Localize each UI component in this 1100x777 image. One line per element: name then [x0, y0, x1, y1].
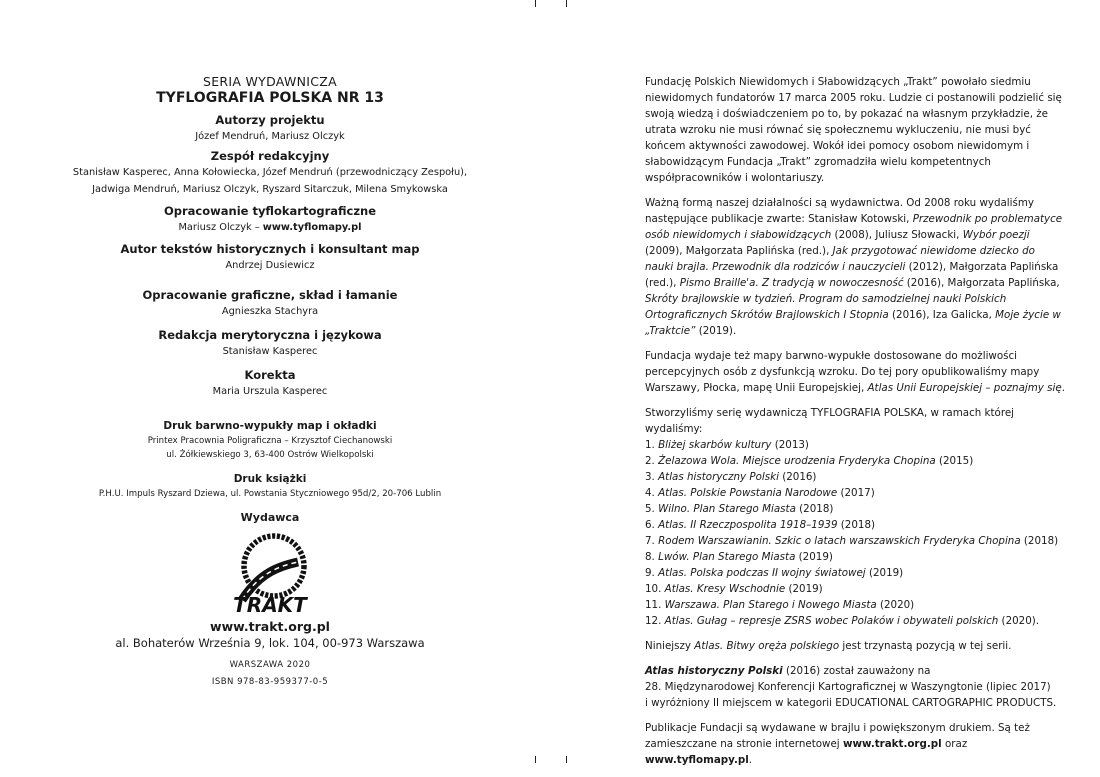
list-title: Atlas. Kresy Wschodnie — [664, 583, 786, 595]
text-run: (2016), Małgorzata Paplińska, — [903, 277, 1060, 289]
list-number: 11. — [645, 599, 665, 611]
text-run: (2009), Małgorzata Paplińska (red.), — [645, 245, 833, 257]
crop-mark — [535, 756, 536, 763]
series-list-item — [645, 517, 1065, 533]
series-label: SERIA WYDAWNICZA — [202, 74, 338, 89]
list-number: 3. — [645, 471, 659, 483]
authors-names: Józef Mendruń, Mariusz Olczyk — [195, 131, 345, 142]
graphic-heading: Opracowanie graficzne, skład i łamanie — [142, 288, 398, 302]
list-year: (2019) — [865, 567, 904, 579]
italic-title: Przewodnik po problematyce osób niewidomych i słabowidzących — [645, 213, 1063, 241]
print-maps-heading: Druk barwno-wypukły map i okładki — [163, 420, 377, 432]
list-year: (2017) — [837, 487, 875, 499]
italic-title: Jak przygotować niewidome dziecko do nauki brajla. Przewodnik dla rodziców i nauczycieli — [645, 245, 1035, 273]
typhlo-url[interactable]: www.tyflomapy.pl — [262, 222, 362, 233]
city-year: WARSZAWA 2020 — [229, 660, 311, 670]
text-run: Ważną formą naszej działalności są wydawnictwa. Od 2008 roku wydaliśmy następujące publikacje zwarte: Stanisław Kotowski, — [645, 197, 1035, 225]
trakt-logo — [220, 532, 320, 616]
crop-mark — [566, 756, 567, 763]
graphic-name: Agnieszka Stachyra — [221, 306, 319, 317]
right-page — [645, 74, 1065, 777]
series-name: TYFLOGRAFIA POLSKA — [810, 407, 924, 419]
award-paragraph: Atlas historyczny Polski (2016) został zauważony na 28. Międzynarodowej Konferencji Kartograficznej w Waszyngtonie (lipiec 2017) i wyróżniony II miejscem w kategorii EDUCATIONAL CARTOGRAPHIC PRODUCTS. — [645, 665, 1057, 709]
publications-paragraph — [645, 195, 1065, 339]
text-run: (2019). — [695, 325, 737, 337]
publisher-website[interactable]: www.trakt.org.pl — [210, 619, 330, 634]
proofreading-heading: Korekta — [244, 368, 296, 382]
list-title: Atlas. Gułag – represje ZSRS wobec Polaków i obywateli polskich — [664, 615, 999, 627]
publications-info-paragraph: Publikacje Fundacji są wydawane w brajlu i powiększonym drukiem. Są też zamieszczane na stronie internetowej www.trakt.org.pl oraz www.tyflomapy.pl. — [645, 722, 1030, 766]
print-book-line: P.H.U. Impuls Ryszard Dziewa, ul. Powstania Styczniowego 95d/2, 20-706 Lublin — [98, 489, 442, 499]
maps-paragraph — [645, 348, 1065, 396]
list-year: (2020) — [876, 599, 915, 611]
list-number: 12. — [645, 615, 665, 627]
crop-mark — [566, 0, 567, 7]
italic-title: Skróty brajlowskie w tydzień. Program do samodzielnej nauki Polskich Ortograficznych Skrótów Brajlowskich I Stopnia — [645, 293, 1007, 321]
list-title: Atlas. Polska podczas II wojny światowej — [658, 567, 866, 579]
text-run: (2008), Juliusz Słowacki, — [831, 229, 963, 241]
series-list-item — [645, 549, 1065, 565]
trakt-link[interactable]: www.trakt.org.pl — [842, 738, 942, 750]
content-editing-name: Stanisław Kasperec — [222, 346, 318, 357]
list-number: 2. — [645, 455, 659, 467]
series-list-item — [645, 501, 1065, 517]
list-year: (2015) — [935, 455, 974, 467]
italic-title: Pismo Braille'a. Z tradycją w nowoczesność — [679, 277, 904, 289]
list-number: 9. — [645, 567, 659, 579]
history-name: Andrzej Dusiewicz — [225, 260, 315, 271]
list-number: 4. — [645, 487, 659, 499]
list-number: 6. — [645, 519, 659, 531]
foundation-intro-paragraph: Fundację Polskich Niewidomych i Słabowidzących „Trakt” powołało siedmiu niewidomych fundatorów 17 marca 2005 roku. Ludzie ci postanowili podzielić się swoją wiedzą i doświadczeniem po to, by pokazać na własnym przykładzie, że utrata wzroku nie musi równać się społecznemu wykluczeniu, nie musi być końcem aktywności zawodowej. Wokół idei pomocy osobom niewidomym i słabowidzącym Fundacja „Trakt” zgromadziła wielu kompetentnych współpracowników i wolontariuszy. — [645, 76, 1062, 184]
list-year: (2013) — [771, 439, 809, 451]
list-title: Żelazowa Wola. Miejsce urodzenia Fryderyka Chopina — [658, 455, 936, 467]
print-maps-line: Printex Pracownia Poligraficzna – Krzysztof Ciechanowski — [147, 436, 393, 446]
editorial-line: Stanisław Kasperec, Anna Kołowiecka, Józef Mendruń (przewodniczący Zespołu), — [72, 167, 468, 178]
list-year: (2016) — [778, 471, 817, 483]
list-title: Rodem Warszawianin. Szkic o latach warszawskich Fryderyka Chopina — [658, 535, 1021, 547]
typhlo-heading: Opracowanie tyflokartograficzne — [163, 204, 377, 218]
logo-wordmark: TRAKT — [233, 593, 307, 616]
series-list-item — [645, 597, 1065, 613]
list-year: (2018) — [837, 519, 876, 531]
series-list-item — [645, 469, 1065, 485]
typhlo-name: Mariusz Olczyk – — [178, 222, 263, 233]
publisher-address: al. Bohaterów Września 9, lok. 104, 00-973 Warszawa — [115, 636, 425, 650]
list-number: 10. — [645, 583, 665, 595]
italic-title: Wybór poezji — [962, 229, 1030, 241]
authors-heading: Autorzy projektu — [215, 113, 325, 127]
list-year: (2018) — [1020, 535, 1059, 547]
text-run: (2012), Małgorzata Paplińska (red.), — [645, 261, 1059, 289]
list-title: Warszawa. Plan Starego i Nowego Miasta — [664, 599, 877, 611]
list-year: (2020). — [998, 615, 1040, 627]
left-page — [40, 74, 500, 689]
list-title: Atlas historyczny Polski — [658, 471, 779, 483]
italic-title: Moje życie w „Traktcie” — [645, 309, 1061, 337]
print-book-heading: Druk książki — [233, 473, 307, 485]
series-intro-paragraph: Stworzyliśmy serię wydawniczą TYFLOGRAFIA POLSKA, w ramach której wydaliśmy: — [645, 407, 1015, 435]
history-heading: Autor tekstów historycznych i konsultant map — [120, 242, 420, 256]
list-title: Atlas. Polskie Powstania Narodowe — [658, 487, 838, 499]
text-run: Fundacja wydaje też mapy barwno-wypukłe dostosowane do możliwości percepcyjnych osób z dysfunkcją wzroku. Do tej pory opublikowaliśmy mapy Warszawy, Płocka, mapę Unii Europejskiej, — [645, 350, 1040, 394]
current-title-paragraph: Niniejszy Atlas. Bitwy oręża polskiego jest trzynastą pozycją w tej serii. — [645, 640, 1012, 652]
list-number: 7. — [645, 535, 659, 547]
list-year: (2018) — [795, 503, 834, 515]
list-title: Wilno. Plan Starego Miasta — [658, 503, 796, 515]
text-run: . — [1061, 382, 1065, 394]
isbn: ISBN 978-83-959377-0-5 — [211, 677, 329, 687]
crop-mark — [535, 0, 536, 7]
award-title: Atlas historyczny Polski — [645, 665, 783, 677]
list-title: Atlas. II Rzeczpospolita 1918–1939 — [658, 519, 838, 531]
series-list-item — [645, 453, 1065, 469]
proofreading-name: Maria Urszula Kasperec — [212, 386, 328, 397]
content-editing-heading: Redakcja merytoryczna i językowa — [158, 328, 382, 342]
italic-title: Atlas Unii Europejskiej – poznajmy się — [867, 382, 1062, 394]
series-list-item — [645, 613, 1065, 629]
series-title: TYFLOGRAFIA POLSKA NR 13 — [156, 90, 384, 106]
series-list-item — [645, 565, 1065, 581]
publisher-heading: Wydawca — [240, 511, 300, 524]
list-number: 1. — [645, 439, 659, 451]
series-list-item — [645, 437, 1065, 453]
text-run: (2016), Iza Galicka, — [888, 309, 996, 321]
typhlo-credit — [40, 219, 500, 236]
series-list-item — [645, 485, 1065, 501]
editorial-line: Jadwiga Mendruń, Mariusz Olczyk, Ryszard Sitarczuk, Milena Smykowska — [92, 184, 448, 195]
current-title: Atlas. Bitwy oręża polskiego — [694, 640, 840, 652]
tyflomapy-link[interactable]: www.tyflomapy.pl — [645, 754, 749, 766]
series-list-item — [645, 533, 1065, 549]
list-year: (2019) — [795, 551, 833, 563]
list-year: (2019) — [785, 583, 823, 595]
list-title: Bliżej skarbów kultury — [658, 439, 772, 451]
list-number: 8. — [645, 551, 659, 563]
list-number: 5. — [645, 503, 659, 515]
print-maps-line: ul. Żółkiewskiego 3, 63-400 Ostrów Wielkopolski — [166, 450, 374, 460]
series-list — [645, 437, 1065, 629]
editorial-heading: Zespół redakcyjny — [210, 149, 330, 163]
series-list-item — [645, 581, 1065, 597]
list-title: Lwów. Plan Starego Miasta — [658, 551, 796, 563]
